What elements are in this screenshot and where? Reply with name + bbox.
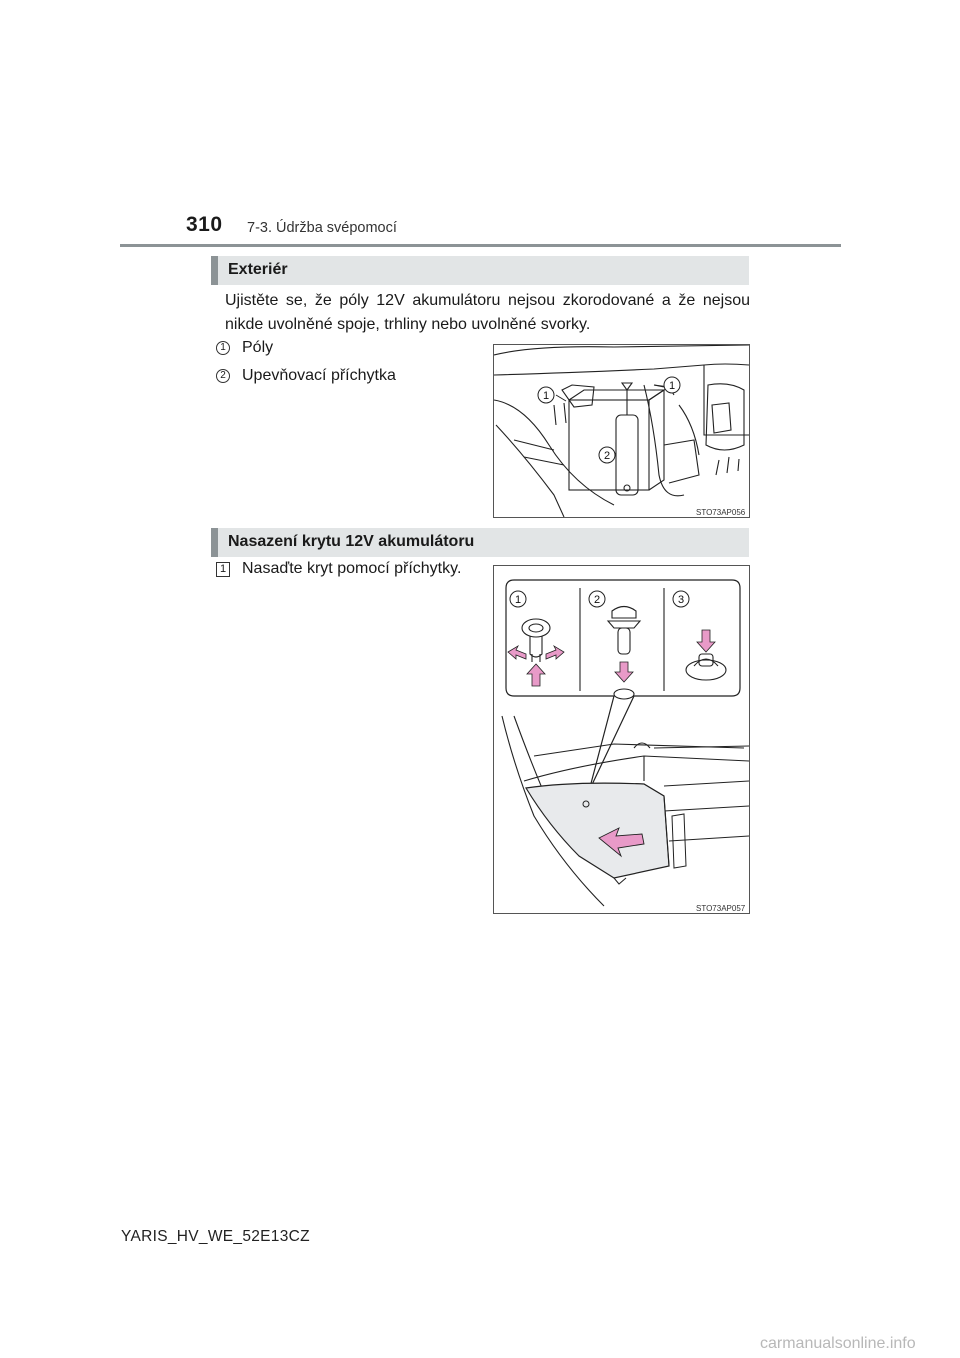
- item-number: 2: [216, 369, 230, 383]
- battery-illustration: [494, 345, 750, 518]
- callout-2: 2: [593, 594, 601, 606]
- figure-code: STO73AP056: [696, 508, 746, 517]
- item-label: Póly: [242, 339, 274, 356]
- model-code: YARIS_HV_WE_52E13CZ: [121, 1228, 310, 1245]
- page-number: 310: [186, 213, 223, 236]
- cover-figure: [493, 565, 750, 914]
- watermark[interactable]: carmanualsonline.info: [760, 1335, 916, 1352]
- item-label: Upevňovací příchytka: [242, 367, 396, 384]
- callout-1: 1: [668, 380, 676, 392]
- figure-code: STO73AP057: [696, 904, 746, 913]
- callout-3: 3: [677, 594, 685, 606]
- body-paragraph: Ujistěte se, že póly 12V akumulátoru nejsou zkorodované a že nejsou nikde uvolněné spoje, trhliny nebo uvolněné svorky.: [225, 292, 750, 333]
- battery-figure: [493, 344, 750, 518]
- section-title: Nasazení krytu 12V akumulátoru: [228, 533, 475, 550]
- step-number: 1: [216, 562, 230, 577]
- section-heading: 7-3. Údržba svépomocí: [247, 220, 397, 236]
- section-bar-exterior: [211, 256, 749, 285]
- item-number: 1: [216, 341, 230, 355]
- section-bar-cover: [211, 528, 749, 557]
- callout-1: 1: [542, 390, 550, 402]
- header-rule: [120, 244, 841, 247]
- cover-illustration: [494, 566, 750, 914]
- step-label: Nasaďte kryt pomocí příchytky.: [242, 560, 462, 577]
- section-title: Exteriér: [228, 261, 288, 278]
- callout-2: 2: [603, 450, 611, 462]
- callout-1: 1: [514, 594, 522, 606]
